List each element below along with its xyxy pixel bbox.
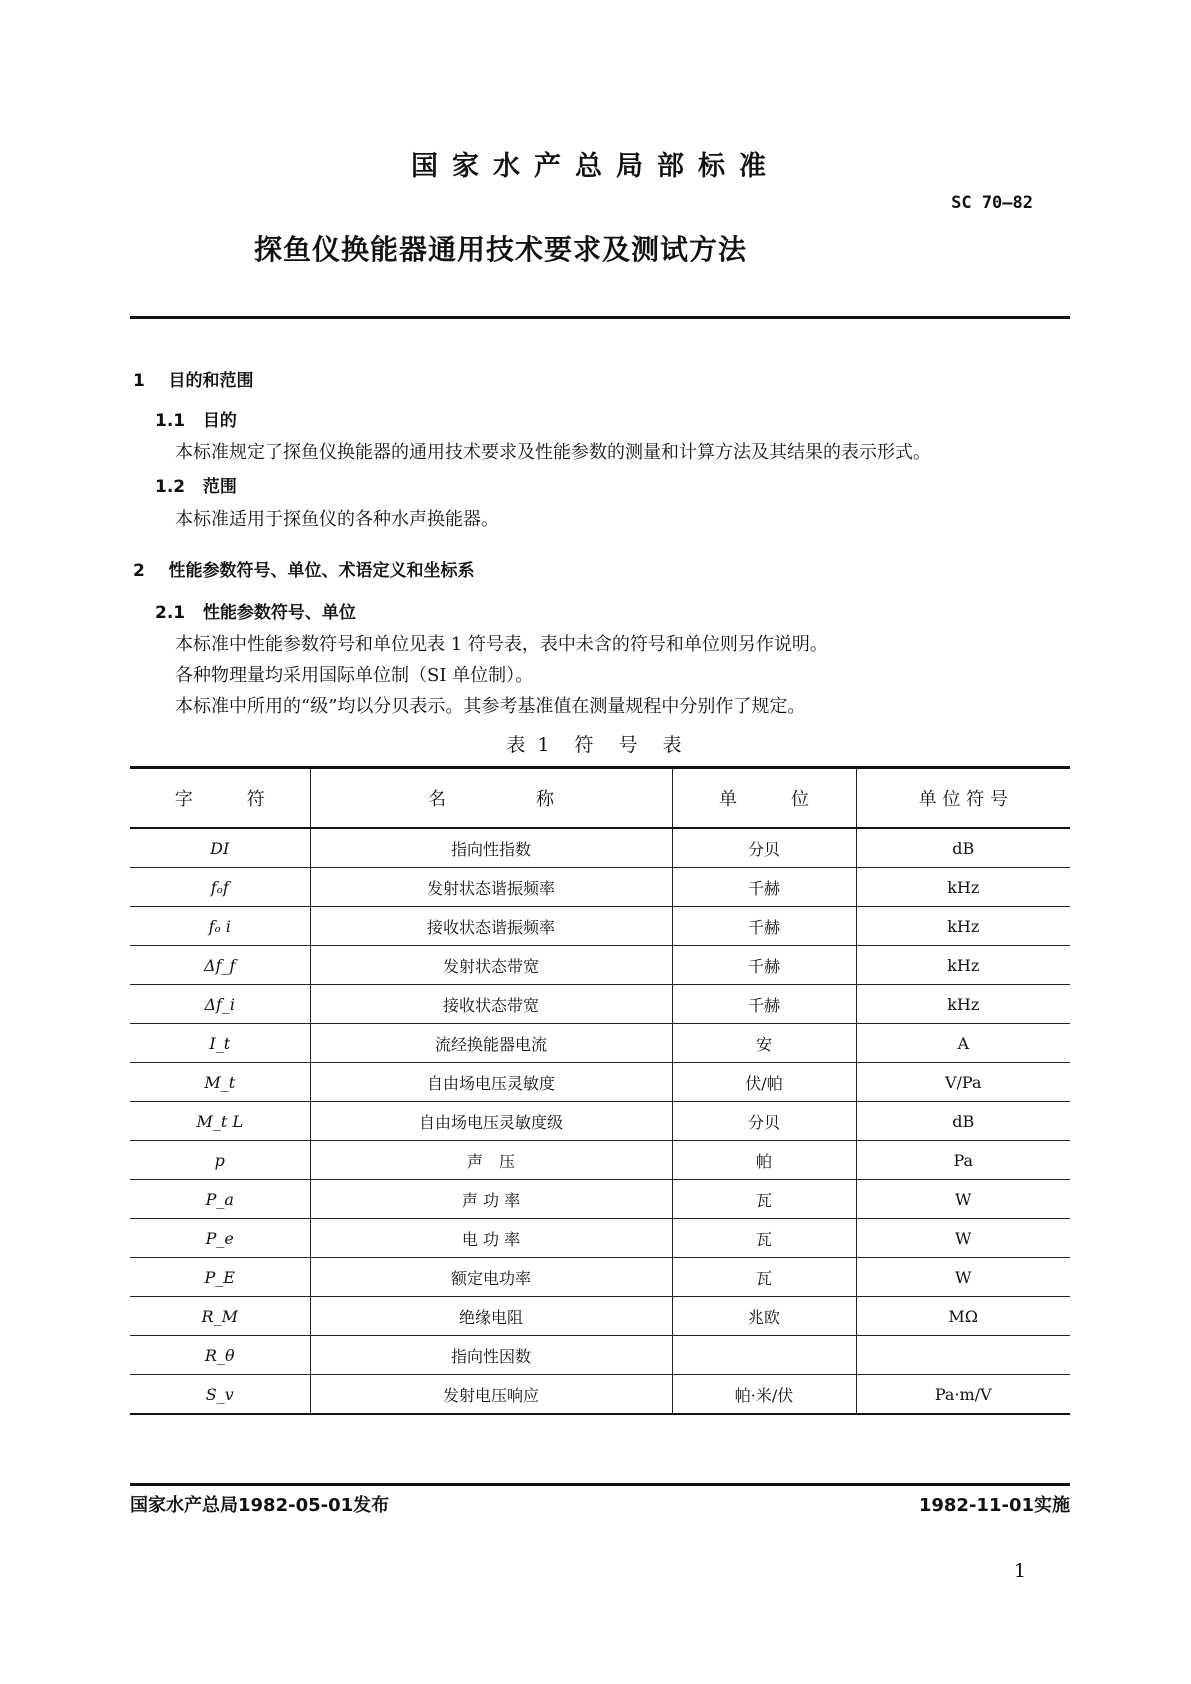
- header-unit-symbol: 单 位 符 号: [856, 768, 1070, 829]
- section-title: 范围: [202, 477, 237, 497]
- symbol-cell: fₒf: [130, 868, 310, 907]
- name-cell: 声 功 率: [310, 1180, 672, 1219]
- symbol-cell: I_t: [130, 1024, 310, 1063]
- unit-cell: 瓦: [672, 1180, 856, 1219]
- unit-symbol-cell: Pa·m/V: [856, 1375, 1070, 1415]
- table-caption: 表 1 符 号 表: [506, 734, 685, 756]
- symbol-cell: P_E: [130, 1258, 310, 1297]
- standard-code: SC 70—82: [951, 193, 1033, 213]
- unit-symbol-cell: dB: [856, 1102, 1070, 1141]
- unit-cell: 伏/帕: [672, 1063, 856, 1102]
- unit-cell: [672, 1336, 856, 1375]
- table-row: [130, 1180, 1070, 1219]
- section-1-2-text: 本标准适用于探鱼仪的各种水声换能器。: [175, 509, 499, 530]
- section-2-1-paragraph-1: 本标准中性能参数符号和单位见表 1 符号表，表中未含的符号和单位则另作说明。: [175, 634, 828, 655]
- table-row: [130, 1375, 1070, 1415]
- section-number: 2: [133, 561, 145, 581]
- section-2-heading: [133, 556, 475, 581]
- symbol-cell: fₒ i: [130, 907, 310, 946]
- page-number: 1: [1013, 1560, 1026, 1582]
- symbol-cell: R_M: [130, 1297, 310, 1336]
- section-2-1-paragraph-3: 本标准中所用的“级”均以分贝表示。其参考基准值在测量规程中分别作了规定。: [175, 696, 806, 717]
- table-row: [130, 1102, 1070, 1141]
- unit-symbol-cell: dB: [856, 828, 1070, 868]
- table-row: [130, 907, 1070, 946]
- table-row: [130, 1063, 1070, 1102]
- section-number: 1.1: [155, 411, 186, 431]
- unit-symbol-cell: V/Pa: [856, 1063, 1070, 1102]
- unit-cell: 千赫: [672, 907, 856, 946]
- table-row: [130, 868, 1070, 907]
- table-row: [130, 1336, 1070, 1375]
- section-number: 1: [133, 371, 145, 391]
- name-cell: 电 功 率: [310, 1219, 672, 1258]
- unit-cell: 安: [672, 1024, 856, 1063]
- section-1-1-heading: [155, 406, 237, 431]
- name-cell: 发射状态谐振频率: [310, 868, 672, 907]
- unit-symbol-cell: MΩ: [856, 1297, 1070, 1336]
- table-row: [130, 1219, 1070, 1258]
- issuing-organization: 国家水产总局部标准: [411, 151, 780, 182]
- unit-cell: 分贝: [672, 828, 856, 868]
- header-symbol: 字 符: [130, 768, 310, 829]
- symbol-cell: R_θ: [130, 1336, 310, 1375]
- name-cell: 指向性指数: [310, 828, 672, 868]
- unit-symbol-cell: W: [856, 1258, 1070, 1297]
- symbol-cell: Δf_f: [130, 946, 310, 985]
- unit-symbol-cell: A: [856, 1024, 1070, 1063]
- symbol-cell: M_t: [130, 1063, 310, 1102]
- symbol-cell: S_v: [130, 1375, 310, 1415]
- section-1-1-text: 本标准规定了探鱼仪换能器的通用技术要求及性能参数的测量和计算方法及其结果的表示形式。: [175, 442, 931, 463]
- table-row: [130, 1024, 1070, 1063]
- section-1-2-heading: [155, 472, 237, 497]
- unit-symbol-cell: W: [856, 1180, 1070, 1219]
- table-header-row: [130, 768, 1070, 829]
- unit-cell: 帕·米/伏: [672, 1375, 856, 1415]
- symbol-cell: DI: [130, 828, 310, 868]
- name-cell: 发射电压响应: [310, 1375, 672, 1415]
- table-row: [130, 985, 1070, 1024]
- section-number: 1.2: [155, 477, 186, 497]
- title-divider: [130, 316, 1070, 319]
- name-cell: 接收状态谐振频率: [310, 907, 672, 946]
- table-row: [130, 1258, 1070, 1297]
- section-number: 2.1: [155, 603, 186, 623]
- table-row: [130, 1141, 1070, 1180]
- unit-symbol-cell: Pa: [856, 1141, 1070, 1180]
- unit-cell: 千赫: [672, 985, 856, 1024]
- unit-cell: 千赫: [672, 946, 856, 985]
- name-cell: 发射状态带宽: [310, 946, 672, 985]
- section-title: 目的和范围: [168, 371, 254, 391]
- name-cell: 流经换能器电流: [310, 1024, 672, 1063]
- table-row: [130, 1297, 1070, 1336]
- symbol-cell: P_a: [130, 1180, 310, 1219]
- name-cell: 额定电功率: [310, 1258, 672, 1297]
- name-cell: 自由场电压灵敏度级: [310, 1102, 672, 1141]
- unit-cell: 分贝: [672, 1102, 856, 1141]
- document-title: 探鱼仪换能器通用技术要求及测试方法: [254, 233, 748, 266]
- section-1-heading: [133, 366, 254, 391]
- symbol-cell: Δf_i: [130, 985, 310, 1024]
- name-cell: 接收状态带宽: [310, 985, 672, 1024]
- effective-date: 1982-11-01实施: [918, 1495, 1070, 1516]
- section-2-1-paragraph-2: 各种物理量均采用国际单位制（SI 单位制）。: [175, 665, 534, 686]
- symbol-cell: p: [130, 1141, 310, 1180]
- name-cell: 自由场电压灵敏度: [310, 1063, 672, 1102]
- name-cell: 绝缘电阻: [310, 1297, 672, 1336]
- name-cell: 指向性因数: [310, 1336, 672, 1375]
- unit-symbol-cell: kHz: [856, 946, 1070, 985]
- issue-date: 国家水产总局1982-05-01发布: [130, 1495, 390, 1516]
- symbol-table: [130, 766, 1070, 1415]
- footer-divider: [130, 1483, 1070, 1486]
- unit-cell: 帕: [672, 1141, 856, 1180]
- unit-symbol-cell: kHz: [856, 985, 1070, 1024]
- unit-symbol-cell: W: [856, 1219, 1070, 1258]
- unit-cell: 千赫: [672, 868, 856, 907]
- section-title: 性能参数符号、单位、术语定义和坐标系: [168, 561, 475, 581]
- unit-cell: 瓦: [672, 1219, 856, 1258]
- unit-symbol-cell: [856, 1336, 1070, 1375]
- symbol-cell: P_e: [130, 1219, 310, 1258]
- name-cell: 声 压: [310, 1141, 672, 1180]
- symbol-cell: M_t L: [130, 1102, 310, 1141]
- header-name: 名 称: [310, 768, 672, 829]
- unit-cell: 兆欧: [672, 1297, 856, 1336]
- table-row: [130, 828, 1070, 868]
- unit-symbol-cell: kHz: [856, 868, 1070, 907]
- unit-symbol-cell: kHz: [856, 907, 1070, 946]
- header-unit: 单 位: [672, 768, 856, 829]
- unit-cell: 瓦: [672, 1258, 856, 1297]
- section-2-1-heading: [155, 598, 356, 623]
- table-row: [130, 946, 1070, 985]
- section-title: 性能参数符号、单位: [202, 603, 356, 623]
- section-title: 目的: [202, 411, 237, 431]
- table-body: [130, 828, 1070, 1414]
